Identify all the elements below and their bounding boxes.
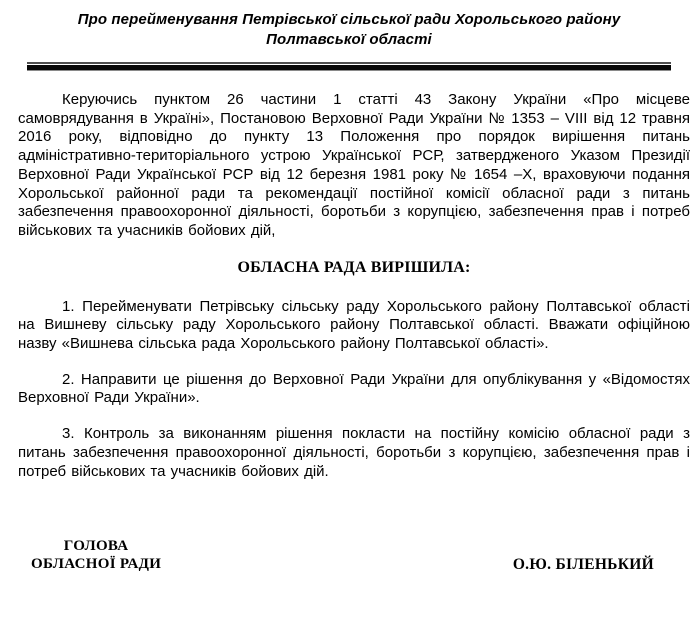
resolution-item-1: 1. Перейменувати Петрівську сільську раду Хорольського району Полтавської області на Вишневу сільську раду Хорольського району Полтавської області. Вважати офіційною назву «Вишнева сільська рада Хорольського району Полтавської області». xyxy=(18,297,690,353)
signature-position xyxy=(31,538,161,573)
signature-name: О.Ю. БІЛЕНЬКИЙ xyxy=(512,555,654,573)
resolution-item-2: 2. Направити це рішення до Верховної Ради України для опублікування у «Відомостях Верховної Ради України». xyxy=(18,370,690,407)
signature-block xyxy=(18,538,690,573)
document-body xyxy=(18,91,690,573)
signature-position-line1: ГОЛОВА xyxy=(63,538,129,555)
title-divider xyxy=(27,62,671,71)
resolution-item-3: 3. Контроль за виконанням рішення покласти на постійну комісію обласної ради з питань забезпечення правоохоронної діяльності, боротьби з корупцією, забезпечення прав і потреб військових та учасників бойових дій. xyxy=(18,425,690,480)
divider-thick-line xyxy=(27,65,671,71)
preamble-paragraph: Керуючись пунктом 26 частини 1 статті 43 Закону України «Про місцеве самоврядування в Україні», Постановою Верховної Ради України № 1353 – VIII від 12 травня 2016 року, відповідно до пункту 13 Положення про порядок вирішення питань адміністративно-територіального устрою Української РСР, затвердженого Указом Президії Верховної Ради Української РСР від 12 березня 1981 року № 1654 –Х, враховуючи подання Хорольської районної ради та рекомендації постійної комісії обласної ради з питань забезпечення правоохоронної діяльності, боротьби з корупцією, забезпечення прав і потреб військових та учасників бойових дій, xyxy=(18,91,690,239)
resolution-heading: ОБЛАСНА РАДА ВИРІШИЛА: xyxy=(237,258,471,276)
document-title: Про перейменування Петрівської сільської ради Хорольського району Полтавської області xyxy=(77,11,621,48)
signature-position-line2: ОБЛАСНОЇ РАДИ xyxy=(31,555,162,572)
